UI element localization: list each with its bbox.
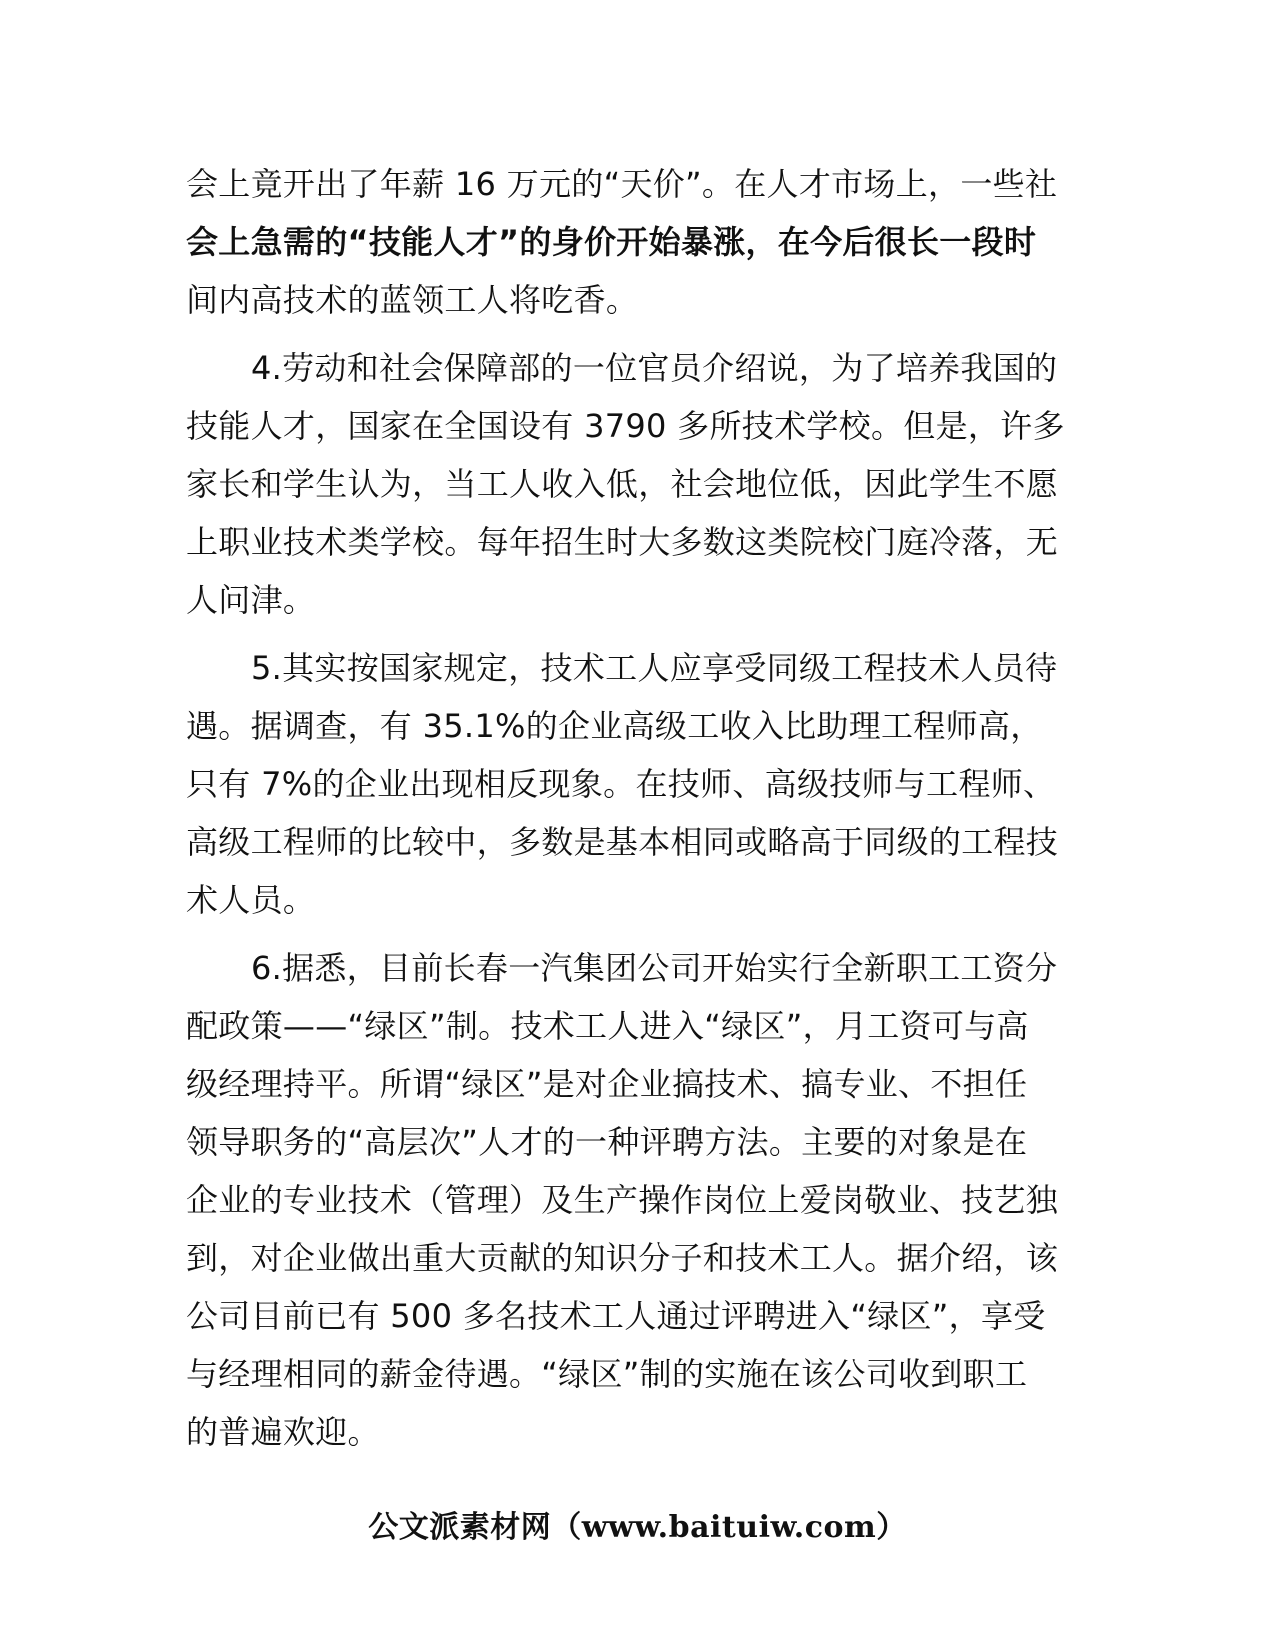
paragraph-line: 级经理持平。所谓“绿区”是对企业搞技术、搞专业、不担任 bbox=[186, 1065, 1028, 1103]
paragraph-line: 4.劳动和社会保障部的一位官员介绍说，为了培养我国的 bbox=[251, 349, 1058, 387]
paragraph-line: 领导职务的“高层次”人才的一种评聘方法。主要的对象是在 bbox=[186, 1123, 1028, 1161]
paragraph-line: 6.据悉，目前长春一汽集团公司开始实行全新职工工资分 bbox=[251, 949, 1058, 987]
page-footer: 公文派素材网（www.baituiw.com） bbox=[368, 1510, 907, 1545]
paragraph-line: 5.其实按国家规定，技术工人应享受同级工程技术人员待 bbox=[251, 649, 1058, 687]
paragraph-line: 人问津。 bbox=[186, 581, 316, 619]
paragraph-line: 间内高技术的蓝领工人将吃香。 bbox=[186, 281, 639, 319]
paragraph-line: 与经理相同的薪金待遇。“绿区”制的实施在该公司收到职工 bbox=[186, 1355, 1028, 1393]
paragraph-line: 只有 7%的企业出现相反现象。在技师、高级技师与工程师、 bbox=[186, 765, 1056, 803]
paragraph-line: 遇。据调查，有 35.1%的企业高级工收入比助理工程师高， bbox=[186, 707, 1043, 745]
paragraph-line: 技能人才，国家在全国设有 3790 多所技术学校。但是，许多 bbox=[186, 407, 1065, 445]
paragraph-line: 企业的专业技术（管理）及生产操作岗位上爱岗敬业、技艺独 bbox=[186, 1181, 1059, 1219]
paragraph bbox=[186, 339, 1090, 629]
paragraph bbox=[186, 639, 1090, 929]
paragraph-line: 的普遍欢迎。 bbox=[186, 1413, 380, 1451]
document-body bbox=[186, 155, 1090, 1461]
paragraph-line: 高级工程师的比较中，多数是基本相同或略高于同级的工程技 bbox=[186, 823, 1059, 861]
paragraph bbox=[186, 155, 1090, 329]
paragraph-line: 家长和学生认为，当工人收入低，社会地位低，因此学生不愿 bbox=[186, 465, 1059, 503]
paragraph-line: 配政策——“绿区”制。技术工人进入“绿区”，月工资可与高 bbox=[186, 1007, 1029, 1045]
paragraph-line: 会上急需的“技能人才”的身价开始暴涨，在今后很长一段时 bbox=[186, 223, 1037, 261]
paragraph-line: 到，对企业做出重大贡献的知识分子和技术工人。据介绍，该 bbox=[186, 1239, 1059, 1277]
paragraph-line: 公司目前已有 500 多名技术工人通过评聘进入“绿区”，享受 bbox=[186, 1297, 1046, 1335]
paragraph-line: 术人员。 bbox=[186, 881, 316, 919]
paragraph bbox=[186, 939, 1090, 1461]
paragraph-line: 上职业技术类学校。每年招生时大多数这类院校门庭冷落，无 bbox=[186, 523, 1059, 561]
paragraph-line: 会上竟开出了年薪 16 万元的“天价”。在人才市场上，一些社 bbox=[186, 165, 1058, 203]
